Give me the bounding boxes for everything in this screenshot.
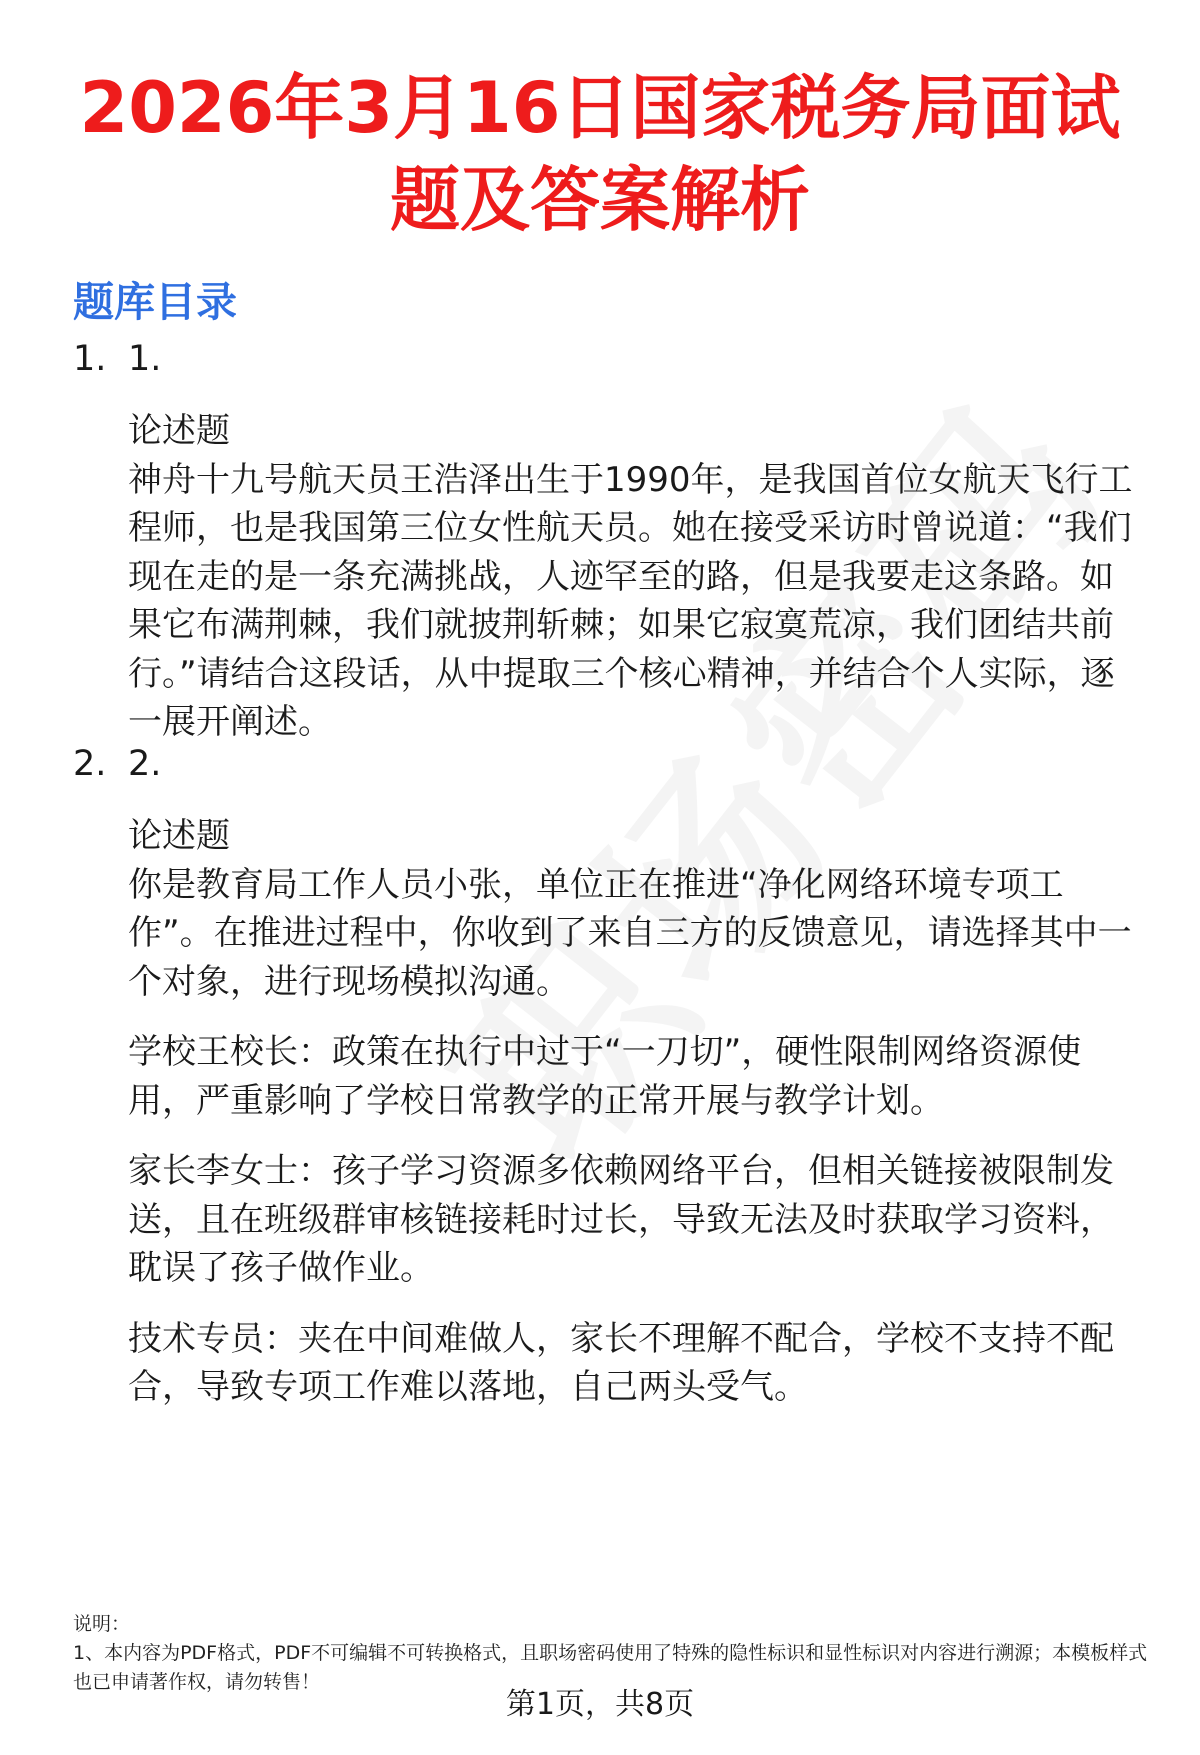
question-body <box>128 812 1138 1412</box>
question-paragraph: 你是教育局工作人员小张，单位正在推进“净化网络环境专项工作”。在推进过程中，你收到了来自三方的反馈意见，请选择其中一个对象，进行现场模拟沟通。 <box>128 864 1132 1002</box>
question-paragraph: 家长李女士：孩子学习资源多依赖网络平台，但相关链接被限制发送，且在班级群审核链接耗时过长，导致无法及时获取学习资料，耽误了孩子做作业。 <box>128 1151 1114 1288</box>
document-title: 2026年3月16日国家税务局面试题及答案解析 <box>79 67 1121 241</box>
list-index: 2. <box>73 744 107 784</box>
page-indicator: 第1页，共8页 <box>505 1687 695 1722</box>
footer-note-text: 1、本内容为PDF格式，PDF不可编辑不可转换格式，且职场密码使用了特殊的隐性标识和显性标识对内容进行溯源；本模板样式也已申请著作权，请勿转售！ <box>73 1642 1148 1693</box>
question-paragraph: 学校王校长：政策在执行中过于“一刀切”，硬性限制网络资源使用，严重影响了学校日常教学的正常开展与教学计划。 <box>128 1032 1082 1121</box>
question-paragraph: 技术专员：夹在中间难做人，家长不理解不配合，学校不支持不配合，导致专项工作难以落地，自己两头受气。 <box>128 1318 1114 1407</box>
footer-note <box>73 1610 1153 1697</box>
footer-note-label: 说明： <box>73 1613 131 1635</box>
question-paragraph: 神舟十九号航天员王浩泽出生于1990年，是我国首位女航天飞行工程师，也是我国第三位女性航天员。她在接受采访时曾说道：“我们现在走的是一条充满挑战，人迹罕至的路，但是我要走这条路。如果它布满荆棘，我们就披荆斩棘；如果它寂寞荒凉，我们团结共前行。”请结合这段话，从中提取三个核心精神，并结合个人实际，逐一展开阐述。 <box>128 459 1133 742</box>
question-type: 论述题 <box>128 411 230 451</box>
toc-heading: 题库目录 <box>73 278 237 326</box>
question-number: 2. <box>128 744 162 784</box>
question-number: 1. <box>128 339 162 379</box>
question-type: 论述题 <box>128 816 230 856</box>
list-index: 1. <box>73 339 107 379</box>
question-body <box>128 407 1138 747</box>
